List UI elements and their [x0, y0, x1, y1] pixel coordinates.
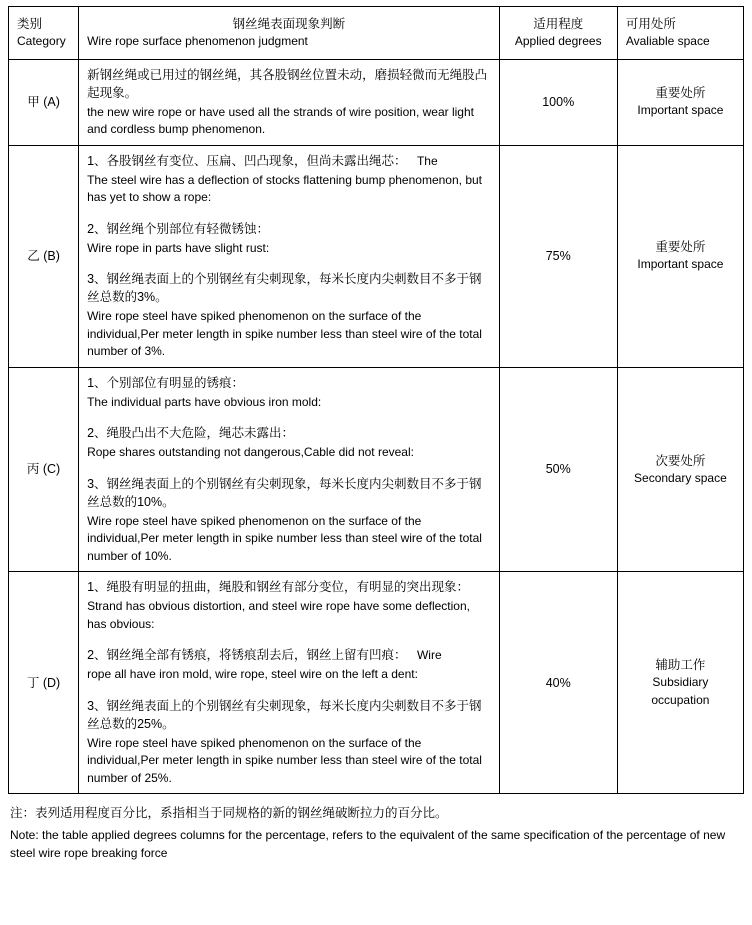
description-en: Wire rope steel have spiked phenomenon on the surface of the individual,Per meter length in spike number less than steel wire of the total number of 3%. [87, 309, 482, 359]
description-block [87, 646, 491, 684]
description-en: Strand has obvious distortion, and steel wire rope have some deflection, has obvious: [87, 599, 470, 631]
cell-category: 丙 (C) [9, 367, 79, 571]
description-cn: 3、钢丝绳表面上的个别钢丝有尖刺现象，每米长度内尖刺数目不多于钢丝总数的25%。 [87, 698, 482, 731]
cell-applied-degree: 100% [499, 59, 617, 145]
space-en: Subsidiary occupation [651, 675, 710, 707]
wire-rope-inspection-table [8, 6, 744, 794]
header-cell-category [9, 7, 79, 60]
description-block [87, 475, 491, 565]
note-cn: 注：表列适用程度百分比，系指相当于同规格的新的钢丝绳破断拉力的百分比。 [10, 806, 448, 821]
description-block [87, 66, 491, 139]
description-en-head: The [416, 153, 438, 168]
description-block [87, 270, 491, 360]
table-row [9, 145, 744, 367]
header-degree-cn: 适用程度 [533, 17, 584, 31]
space-en: Important space [637, 257, 724, 272]
cell-available-space [617, 572, 743, 794]
table-row [9, 59, 744, 145]
description-en: The steel wire has a deflection of stocks flattening bump phenomenon, but has yet to show a rope: [87, 172, 482, 205]
cell-applied-degree: 50% [499, 367, 617, 571]
header-space-cn: 可用处所 [625, 17, 676, 31]
table-header-row [9, 7, 744, 60]
cell-description [79, 367, 500, 571]
header-degree-en: Applied degrees [514, 34, 602, 49]
description-cn: 1、绳股有明显的扭曲，绳股和钢丝有部分变位，有明显的突出现象： [87, 580, 470, 595]
cell-applied-degree: 75% [499, 145, 617, 367]
description-cn: 新钢丝绳或已用过的钢丝绳，其各股钢丝位置未动，磨损轻微而无绳股凸起现象。 [87, 67, 488, 100]
space-cn: 重要处所 [655, 86, 706, 101]
description-en: Wire rope in parts have slight rust: [87, 240, 270, 255]
table-row [9, 572, 744, 794]
description-cn [87, 152, 491, 170]
description-en: Wire rope steel have spiked phenomenon on the surface of the individual,Per meter length in spike number less than steel wire of the total number of 25%. [87, 736, 482, 785]
header-judgment-en: Wire rope surface phenomenon judgment [87, 34, 308, 49]
table-row [9, 367, 744, 571]
description-en: the new wire rope or have used all the strands of wire position, wear light and cordless bump phenomenon. [87, 104, 474, 137]
space-en: Secondary space [634, 470, 727, 485]
header-category-en: Category [17, 34, 66, 49]
description-cn-text: 1、各股钢丝有变位、压扁、凹凸现象，但尚未露出绳芯： [87, 153, 407, 168]
description-cn [87, 646, 491, 664]
cell-applied-degree: 40% [499, 572, 617, 794]
description-en: rope all have iron mold, wire rope, steel wire on the left a dent: [87, 667, 418, 682]
description-cn: 2、钢丝绳个别部位有轻微锈蚀： [87, 221, 270, 236]
description-cn: 1、个别部位有明显的锈痕： [87, 375, 245, 390]
description-cn: 3、钢丝绳表面上的个别钢丝有尖刺现象，每米长度内尖刺数目不多于钢丝总数的3%。 [87, 272, 482, 305]
description-cn: 2、绳股凸出不大危险，绳芯未露出： [87, 426, 295, 441]
header-cell-degree [499, 7, 617, 60]
space-cn: 次要处所 [655, 453, 706, 468]
description-en: Wire rope steel have spiked phenomenon on the surface of the individual,Per meter length in spike number less than steel wire of the total number of 10%. [87, 513, 482, 563]
cell-category: 丁 (D) [9, 572, 79, 794]
header-category-cn: 类别 [17, 17, 43, 31]
space-cn: 辅助工作 [655, 658, 706, 673]
space-cn: 重要处所 [655, 240, 706, 255]
description-cn-text: 2、钢丝绳全部有锈痕，将锈痕刮去后，钢丝上留有凹痕： [87, 648, 407, 663]
note-en: Note: the table applied degrees columns for the percentage, refers to the equivalent of the same specification of the percentage of new steel wire rope breaking force [10, 827, 726, 861]
description-cn: 3、钢丝绳表面上的个别钢丝有尖刺现象，每米长度内尖刺数目不多于钢丝总数的10%。 [87, 476, 482, 509]
cell-available-space [617, 145, 743, 367]
header-cell-judgment [79, 7, 500, 60]
description-en: Rope shares outstanding not dangerous,Cable did not reveal: [87, 445, 414, 460]
cell-category: 甲 (A) [9, 59, 79, 145]
space-en: Important space [637, 103, 724, 118]
cell-description [79, 59, 500, 145]
cell-category: 乙 (B) [9, 145, 79, 367]
header-judgment-cn: 钢丝绳表面现象判断 [232, 17, 346, 31]
description-block [87, 152, 491, 207]
description-block [87, 697, 491, 787]
description-en-head: Wire [416, 648, 442, 663]
cell-available-space [617, 59, 743, 145]
description-en: The individual parts have obvious iron mold: [87, 394, 322, 409]
description-block [87, 220, 491, 258]
description-block [87, 578, 491, 633]
header-space-en: Avaliable space [625, 34, 710, 49]
description-block [87, 374, 491, 412]
cell-description [79, 145, 500, 367]
cell-available-space [617, 367, 743, 571]
cell-description [79, 572, 500, 794]
header-cell-space [617, 7, 743, 60]
table-note [8, 804, 744, 863]
description-block [87, 424, 491, 462]
